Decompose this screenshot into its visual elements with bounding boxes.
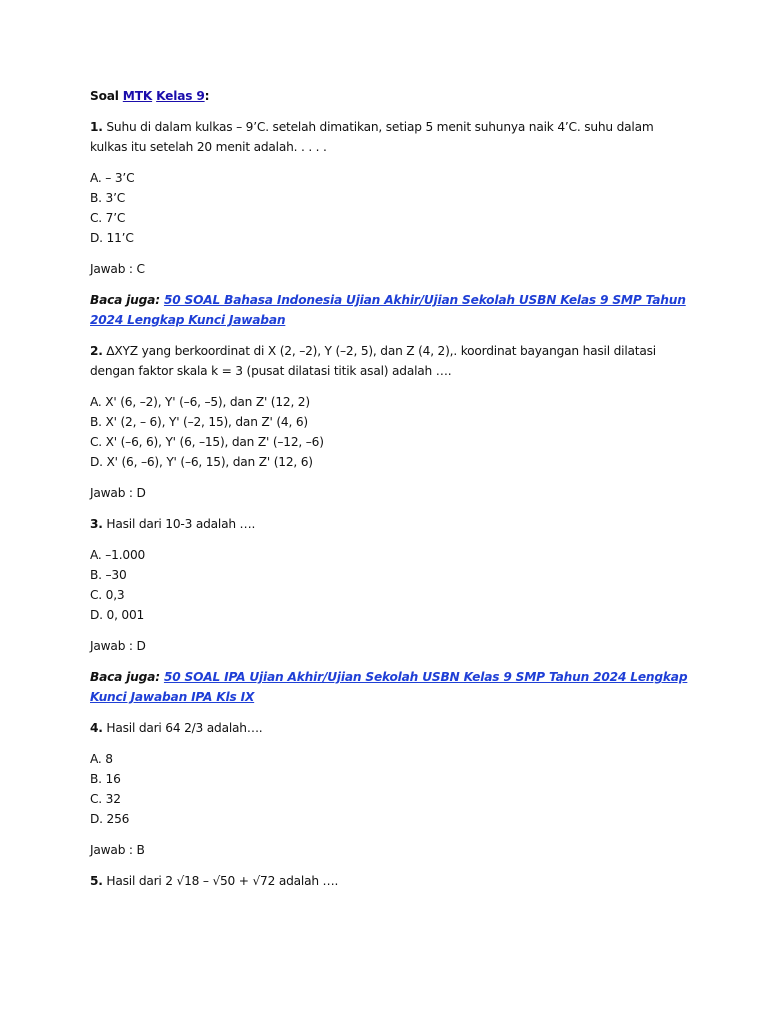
baca-juga-label: Baca juga: <box>90 293 164 307</box>
heading-prefix: Soal <box>90 89 123 103</box>
option-b: B. 16 <box>90 772 121 786</box>
question-number: 1. <box>90 120 103 134</box>
question-1 <box>90 117 690 157</box>
options-3 <box>90 545 690 625</box>
question-text: ∆XYZ yang berkoordinat di X (2, –2), Y (–2, 5), dan Z (4, 2),. koordinat bayangan hasil dilatasi dengan faktor skala k = 3 (pusat dilatasi titik asal) adalah …. <box>90 344 656 378</box>
option-a: A. – 3’C <box>90 171 135 185</box>
heading-suffix: : <box>204 89 210 103</box>
answer-1: Jawab : C <box>90 262 145 276</box>
document-body <box>90 86 690 902</box>
answer-2: Jawab : D <box>90 486 146 500</box>
option-b: B. X' (2, – 6), Y' (–2, 15), dan Z' (4, 6) <box>90 415 308 429</box>
baca-juga-2 <box>90 667 690 707</box>
question-text: Hasil dari 2 √18 – √50 + √72 adalah …. <box>102 874 339 888</box>
question-number: 3. <box>90 517 103 531</box>
question-number: 2. <box>90 344 103 358</box>
question-text: Hasil dari 64 2/3 adalah…. <box>102 721 263 735</box>
question-number: 4. <box>90 721 103 735</box>
option-c: C. X' (–6, 6), Y' (6, –15), dan Z' (–12, –6) <box>90 435 324 449</box>
link-kelas-9[interactable]: Kelas 9 <box>156 89 205 103</box>
question-4 <box>90 718 690 738</box>
option-a: A. 8 <box>90 752 113 766</box>
option-a: A. X' (6, –2), Y' (–6, –5), dan Z' (12, 2) <box>90 395 310 409</box>
question-5 <box>90 871 690 891</box>
question-text: Suhu di dalam kulkas – 9’C. setelah dimatikan, setiap 5 menit suhunya naik 4’C. suhu dalam kulkas itu setelah 20 menit adalah. . . . . <box>90 120 654 154</box>
option-b: B. 3’C <box>90 191 126 205</box>
option-b: B. –30 <box>90 568 127 582</box>
options-2 <box>90 392 690 472</box>
question-text: Hasil dari 10-3 adalah …. <box>102 517 256 531</box>
question-3 <box>90 514 690 534</box>
baca-juga-link-bahasa-indonesia[interactable]: 50 SOAL Bahasa Indonesia Ujian Akhir/Ujian Sekolah USBN Kelas 9 SMP Tahun 2024 Lengkap Kunci Jawaban <box>90 293 686 327</box>
option-d: D. 0, 001 <box>90 608 145 622</box>
question-number: 5. <box>90 874 103 888</box>
baca-juga-link-ipa[interactable]: 50 SOAL IPA Ujian Akhir/Ujian Sekolah USBN Kelas 9 SMP Tahun 2024 Lengkap Kunci Jawaban IPA Kls IX <box>90 670 688 704</box>
answer-4: Jawab : B <box>90 843 145 857</box>
options-4 <box>90 749 690 829</box>
option-c: C. 0,3 <box>90 588 125 602</box>
option-c: C. 32 <box>90 792 121 806</box>
options-1 <box>90 168 690 248</box>
baca-juga-1 <box>90 290 690 330</box>
question-2 <box>90 341 690 381</box>
option-d: D. 256 <box>90 812 130 826</box>
answer-3: Jawab : D <box>90 639 146 653</box>
link-mtk[interactable]: MTK <box>122 89 153 103</box>
page-heading <box>90 86 690 106</box>
option-d: D. X' (6, –6), Y' (–6, 15), dan Z' (12, 6) <box>90 455 313 469</box>
option-d: D. 11’C <box>90 231 134 245</box>
option-a: A. –1.000 <box>90 548 146 562</box>
option-c: C. 7’C <box>90 211 126 225</box>
baca-juga-label: Baca juga: <box>90 670 164 684</box>
